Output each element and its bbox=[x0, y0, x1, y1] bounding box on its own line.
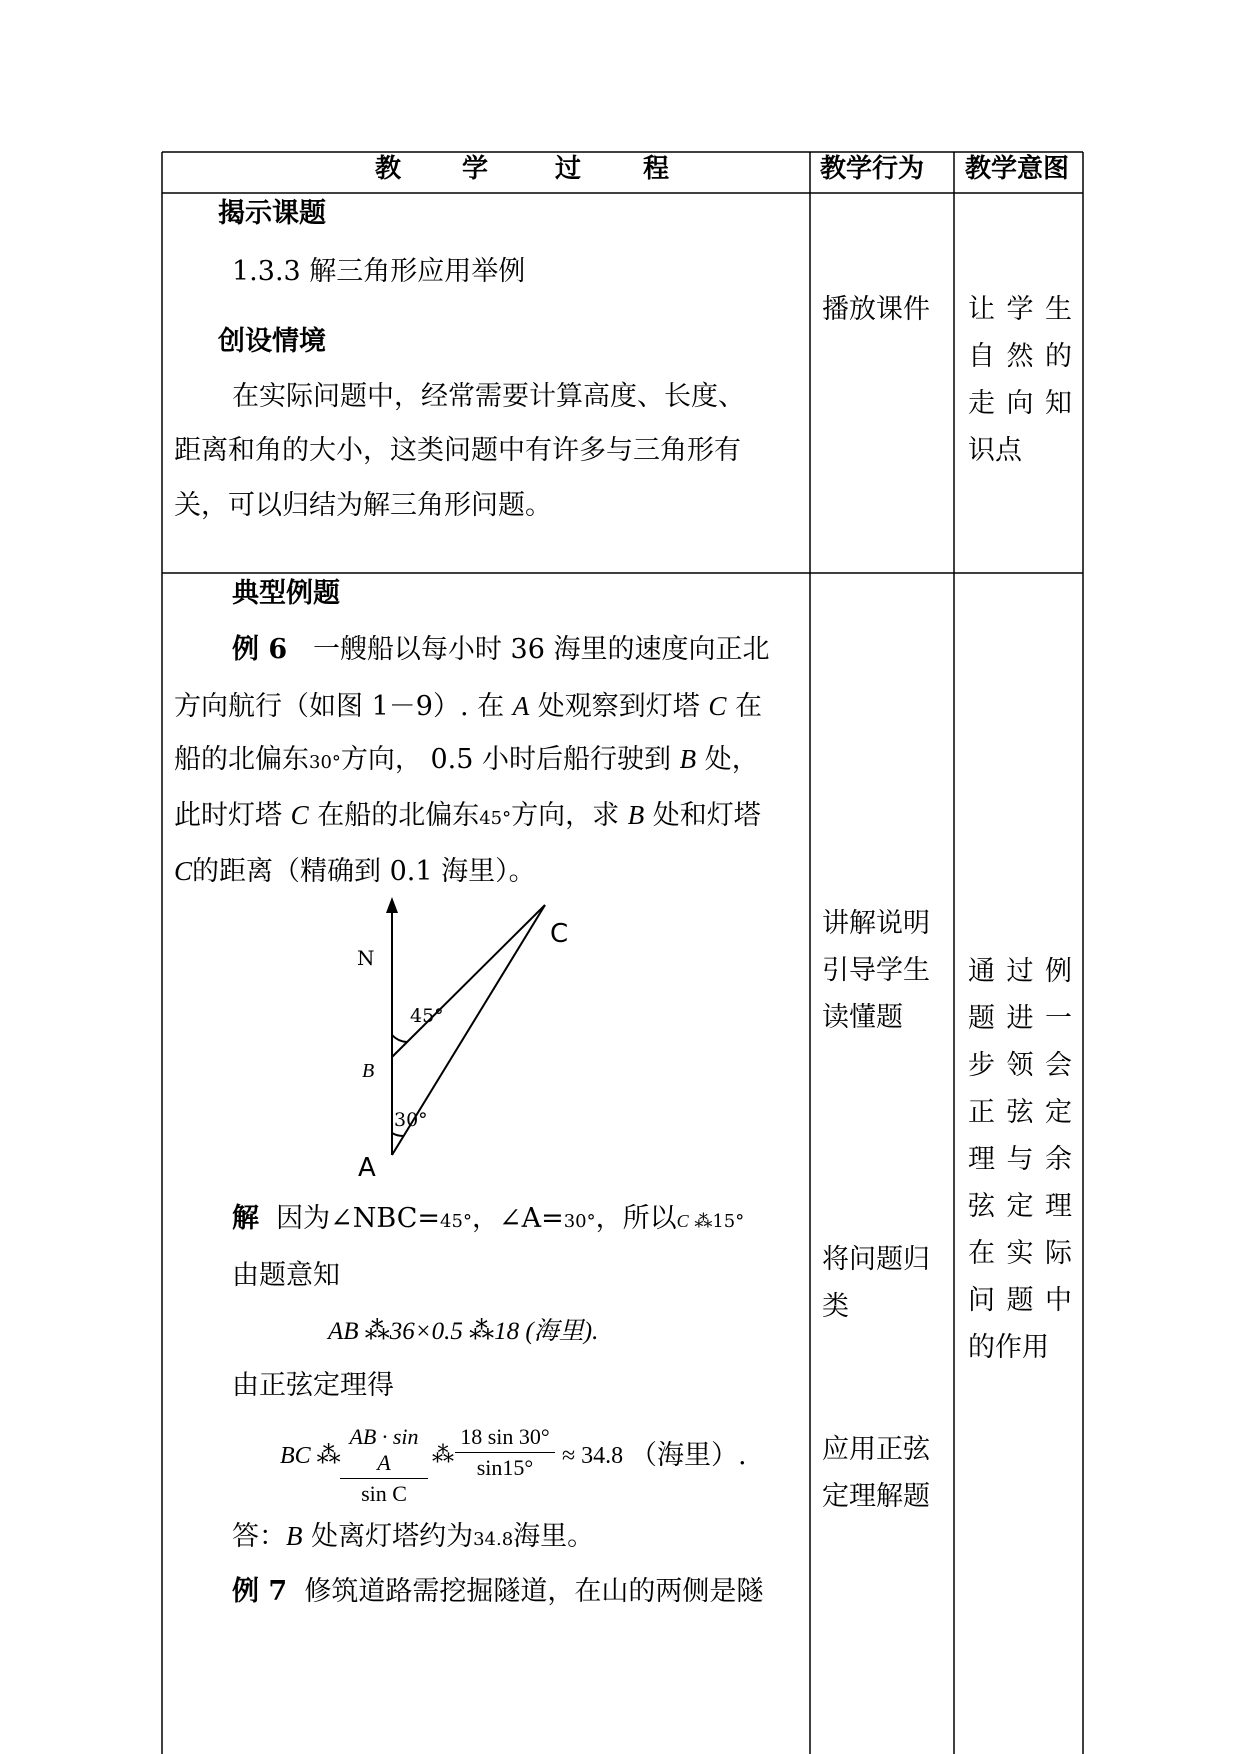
north-arrow-icon bbox=[386, 897, 398, 913]
behavior-line: 应用正弦 bbox=[822, 1434, 930, 1465]
example6-line-1 bbox=[232, 634, 769, 666]
intent-line: 的作用 bbox=[968, 1332, 1049, 1363]
fig-label-N: N bbox=[357, 946, 375, 970]
text-run: 处离灯塔约为 bbox=[302, 1521, 474, 1552]
angle-30: 30° bbox=[563, 1211, 596, 1232]
intent-line: 问题中 bbox=[968, 1285, 1072, 1316]
heading-reveal-topic: 揭示课题 bbox=[218, 198, 326, 229]
fig-angle-45: 45° bbox=[410, 1005, 444, 1027]
heading-create-situation: 创设情境 bbox=[218, 326, 326, 357]
half-hour: 0.5 bbox=[430, 744, 474, 775]
behavior-group-2 bbox=[822, 1236, 930, 1330]
point-C: C bbox=[290, 800, 309, 830]
behavior-line: 读懂题 bbox=[822, 1002, 903, 1033]
fraction-1-denominator: sin C bbox=[361, 1481, 407, 1506]
heading-typical-examples: 典型例题 bbox=[232, 578, 340, 609]
text-run: 处， bbox=[696, 744, 759, 775]
fraction-2-denominator: sin15° bbox=[476, 1455, 534, 1480]
situation-line-2: 距离和角的大小，这类问题中有许多与三角形有 bbox=[174, 435, 741, 466]
text-run: 海里。 bbox=[513, 1521, 595, 1552]
example7-line bbox=[232, 1576, 763, 1608]
intent-line: 弦定理 bbox=[968, 1191, 1072, 1222]
solution-label: 解 bbox=[232, 1203, 259, 1234]
header-process-char-3: 过 bbox=[555, 154, 582, 184]
behavior-group-1 bbox=[822, 900, 930, 1041]
angle-15: 15° bbox=[712, 1211, 745, 1232]
intent-line: 让学生 bbox=[968, 294, 1072, 325]
fraction-2-numerator: 18 sin 30° bbox=[455, 1424, 555, 1453]
equation-BC-mid: ⁂ bbox=[432, 1443, 454, 1468]
behavior-line: 定理解题 bbox=[822, 1481, 930, 1512]
fraction-1 bbox=[340, 1424, 428, 1507]
text-run: 处观察到灯塔 bbox=[529, 691, 709, 722]
header-process-char-2: 学 bbox=[462, 154, 489, 184]
text-run: 船的北偏东 bbox=[174, 744, 309, 775]
segment-BC bbox=[392, 905, 545, 1057]
header-process-char-1: 教 bbox=[375, 154, 402, 184]
example6-line-5 bbox=[174, 855, 536, 888]
fig-label-B: B bbox=[362, 1060, 375, 1082]
text-run: 答： bbox=[232, 1521, 286, 1552]
behavior-line: 讲解说明 bbox=[822, 908, 930, 939]
text-run: 在船的北偏东 bbox=[308, 800, 480, 831]
text-run: 此时灯塔 bbox=[174, 800, 291, 831]
point-B: B bbox=[679, 744, 697, 774]
answer-line bbox=[232, 1520, 594, 1556]
text-run: 方向，求 bbox=[511, 800, 628, 831]
example6-text: 一艘船以每小时 36 海里的速度向正北 bbox=[312, 634, 770, 665]
situation-line-3: 关，可以归结为解三角形问题。 bbox=[174, 490, 552, 521]
text-run: ，所以 bbox=[595, 1203, 677, 1234]
lesson-topic: 1.3.3 解三角形应用举例 bbox=[232, 256, 526, 287]
angle-30: 30° bbox=[309, 752, 341, 773]
example6-label: 例 6 bbox=[232, 634, 288, 665]
intent-line: 步领会 bbox=[968, 1050, 1072, 1081]
intent-line: 在实际 bbox=[968, 1238, 1072, 1269]
solution-line-2: 由题意知 bbox=[232, 1260, 340, 1291]
situation-line-1: 在实际问题中，经常需要计算高度、长度、 bbox=[232, 381, 745, 412]
intent-line: 走向知 bbox=[968, 388, 1072, 419]
angle-arc-45 bbox=[392, 1035, 407, 1042]
point-C: C bbox=[708, 691, 727, 721]
intent-line: 题进一 bbox=[968, 1003, 1072, 1034]
angle-45: 45° bbox=[479, 808, 512, 829]
behavior-play-courseware: 播放课件 bbox=[822, 294, 930, 325]
equation-BC-lhs: BC ⁂ bbox=[280, 1443, 341, 1469]
intent-line: 自然的 bbox=[968, 341, 1072, 372]
text-run: 处和灯塔 bbox=[644, 800, 761, 831]
solution-line-3: 由正弦定理得 bbox=[232, 1370, 394, 1401]
example6-line-3 bbox=[174, 743, 759, 779]
intent-line: 正弦定 bbox=[968, 1097, 1072, 1128]
equation-AB: AB ⁂36×0.5 ⁂18 (海里). bbox=[328, 1318, 599, 1345]
fraction-2 bbox=[455, 1424, 555, 1481]
equation-BC-unit: （海里）. bbox=[630, 1440, 747, 1471]
text-run: 在 bbox=[726, 691, 762, 722]
header-intent: 教学意图 bbox=[965, 154, 1070, 184]
text-run: 因为∠NBC= bbox=[276, 1203, 441, 1234]
answer-distance: 34.8 bbox=[473, 1529, 514, 1550]
fraction-1-numerator: AB · sin A bbox=[340, 1424, 428, 1479]
solution-line-1: 解 因为∠NBC=45°，∠A=30°，所以C ⁂15° bbox=[232, 1203, 745, 1234]
behavior-line: 将问题归 bbox=[822, 1244, 930, 1275]
fig-angle-30: 30° bbox=[394, 1109, 428, 1131]
example7-label: 例 7 bbox=[232, 1576, 288, 1607]
behavior-line: 类 bbox=[822, 1291, 849, 1322]
example6-line-4 bbox=[174, 799, 761, 835]
point-B: B bbox=[627, 800, 645, 830]
text-run: ，∠A= bbox=[471, 1203, 564, 1234]
text-run: 的距离（精确到 0.1 海里）。 bbox=[192, 856, 536, 887]
header-behavior: 教学行为 bbox=[820, 154, 925, 184]
figure-ship-lighthouse bbox=[355, 885, 575, 1165]
point-B: B bbox=[286, 1521, 303, 1551]
intent-line: 识点 bbox=[968, 435, 1022, 466]
example6-line-2 bbox=[174, 690, 762, 723]
intent-section2 bbox=[968, 948, 1072, 1371]
point-C: C bbox=[174, 856, 193, 886]
behavior-line: 引导学生 bbox=[822, 955, 930, 986]
text-run: 小时后船行驶到 bbox=[482, 744, 680, 775]
intent-line: 理与余 bbox=[968, 1144, 1072, 1175]
point-C: C bbox=[676, 1211, 689, 1231]
fig-label-C: C bbox=[550, 919, 569, 949]
point-A: A bbox=[512, 691, 530, 721]
behavior-group-3 bbox=[822, 1426, 930, 1520]
intent-line: 通过例 bbox=[968, 956, 1072, 987]
header-process-char-4: 程 bbox=[643, 154, 670, 184]
fig-label-A: A bbox=[358, 1153, 376, 1183]
text-run: 方向， bbox=[340, 744, 422, 775]
equation-BC-result: ≈ 34.8 bbox=[562, 1443, 624, 1469]
angle-45: 45° bbox=[440, 1211, 472, 1232]
intent-section1 bbox=[968, 286, 1072, 474]
example7-text: 修筑道路需挖掘隧道，在山的两侧是隧 bbox=[304, 1576, 764, 1607]
text-run: 方向航行（如图 1－9）. 在 bbox=[174, 691, 513, 722]
